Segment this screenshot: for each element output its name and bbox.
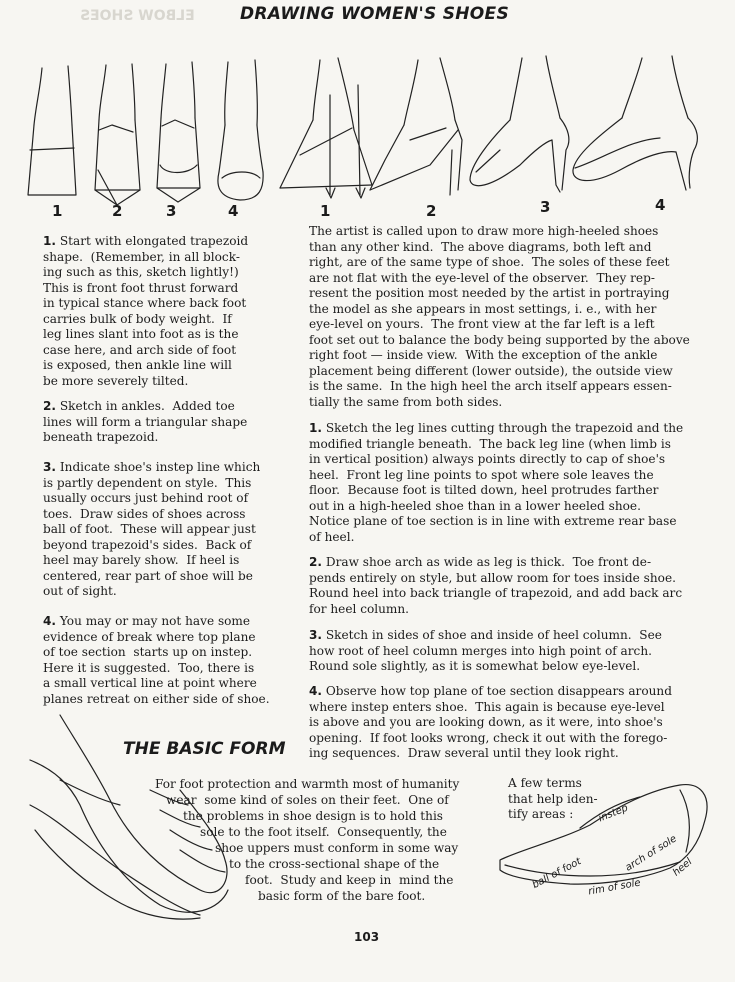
- terms-intro: A few terms that help iden- tify areas :: [508, 776, 598, 821]
- front-view-step-3: [157, 62, 200, 202]
- right-step-2: 2. Draw shoe arch as wide as leg is thick. Toe front de- pends entirely on style, but allow room for toes inside shoe. Round heel into back triangle of trapezoid, and add back arc for heel column.: [309, 555, 683, 616]
- right-step-1: 1. Sketch the leg lines cutting through the trapezoid and the modified triangle beneath. The back leg line (when limb is in vertical position) always points directly to cap of shoe's heel. Front leg line points to spot where sole leaves the floor. Because foot is tilted down, heel protrudes farther out in a high-heeled shoe than in a lower heeled shoe. Notice plane of toe section is in line with extreme rear base of heel.: [309, 421, 684, 544]
- term-rim-of-sole: rim of sole: [587, 877, 642, 898]
- figure-number: 3: [540, 198, 551, 216]
- basic-form-line: the problems in shoe design is to hold this: [183, 809, 444, 823]
- basic-form-line: basic form of the bare foot.: [258, 889, 426, 903]
- left-step-2: 2. Sketch in ankles. Added toe lines will form a triangular shape beneath trapezoid.: [43, 399, 248, 444]
- term-instep: instep: [597, 802, 630, 825]
- right-intro: The artist is called upon to draw more high-heeled shoes than any other kind. The above diagrams, both left and right, are of the same type of shoe. The soles of these feet are not flat with the eye-level of the observer. They rep- resent the position most needed by the artist in portraying the model as she appears in most settings, i. e., with her eye-level on yours. The front view at the far left is a left foot set out to balance the body being supported by the above right foot — inside view. With the exception of the ankle placement being different (lower outside), the outside view is the same. In the high heel the arch itself appears essen- tially the same from both sides.: [309, 224, 690, 409]
- front-view-step-4: [218, 60, 263, 200]
- basic-form-line: foot. Study and keep in mind the: [245, 873, 454, 887]
- figure-number: 3: [166, 202, 177, 220]
- left-step-3: 3. Indicate shoe's instep line which is partly dependent on style. This usually occurs just behind root of toes. Draw sides of shoes across ball of foot. These will appear just beyond trapezoid's sides. Back of heel may barely show. If heel is centered, rear part of shoe will be out of sight.: [43, 460, 261, 598]
- term-arch-of-sole: arch of sole: [623, 833, 679, 874]
- bleed-through-text: ELBOW SHOES: [80, 8, 195, 24]
- basic-form-line: to the cross-sectional shape of the: [229, 857, 440, 871]
- left-step-4: 4. You may or may not have some evidence of break where top plane of toe section starts up on instep. Here it is suggested. Too, there is a small vertical line at point where planes retreat on either side of shoe.: [43, 614, 270, 706]
- term-heel: heel: [670, 856, 695, 879]
- basic-form-line: sole to the foot itself. Consequently, the: [200, 825, 447, 839]
- basic-form-heading: THE BASIC FORM: [123, 739, 286, 759]
- basic-form-line: For foot protection and warmth most of humanity: [155, 777, 460, 791]
- front-view-step-1: [28, 66, 76, 195]
- side-view-step-1: [280, 58, 372, 198]
- basic-form-line: shoe uppers must conform in some way: [215, 841, 459, 855]
- figure-number: 1: [52, 202, 63, 220]
- basic-form-line: wear some kind of soles on their feet. One of: [166, 793, 449, 807]
- figure-number: 2: [426, 202, 437, 220]
- page-title: DRAWING WOMEN'S SHOES: [240, 4, 510, 24]
- figure-number: 4: [655, 196, 666, 214]
- page-number: 103: [354, 930, 380, 944]
- right-step-3: 3. Sketch in sides of shoe and inside of heel column. See how root of heel column merges into high point of arch. Round sole slightly, as it is somewhat below eye-level.: [309, 628, 662, 673]
- front-view-step-2: [95, 64, 140, 205]
- side-view-step-4: [573, 56, 697, 190]
- figure-number: 2: [112, 202, 123, 220]
- left-step-1: 1. Start with elongated trapezoid shape. (Remember, in all block- ing such as this, sketch lightly!) This is front foot thrust forward in typical stance where back foot carries bulk of body weight. If leg lines slant into foot as is the case here, and arch side of foot is exposed, then ankle line will be more severely tilted.: [43, 234, 249, 388]
- side-view-step-2: [370, 58, 462, 195]
- side-view-step-3: [470, 56, 569, 192]
- figure-number: 1: [320, 202, 331, 220]
- term-ball-of-foot: ball of foot: [530, 856, 584, 891]
- figure-number: 4: [228, 202, 239, 220]
- right-step-4: 4. Observe how top plane of toe section disappears around where instep enters shoe. This again is because eye-level is above and you are looking down, as it were, into shoe's opening. If foot looks wrong, check it out with the forego- ing sequences. Draw several until they look right.: [309, 684, 672, 760]
